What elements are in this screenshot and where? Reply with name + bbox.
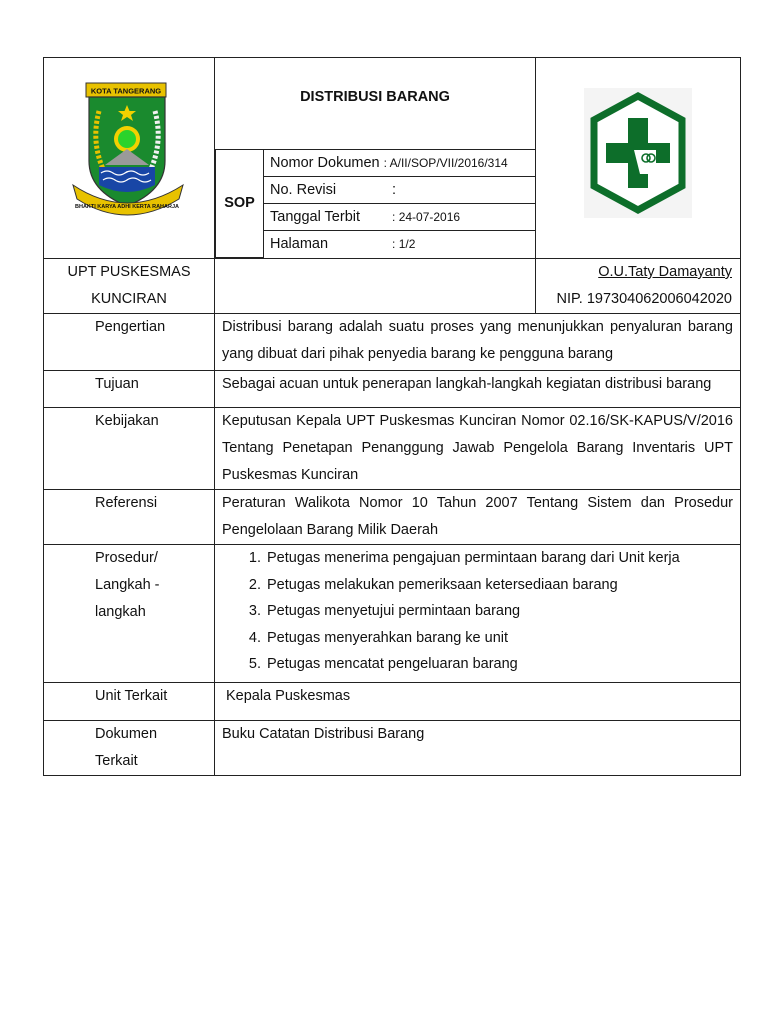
meta-value: : 1/2: [392, 237, 416, 251]
org-line-2: KUNCIRAN: [91, 291, 167, 307]
steps-list: [215, 545, 740, 682]
label-prosedur-line: langkah: [95, 604, 146, 620]
svg-text:KOTA TANGERANG: KOTA TANGERANG: [90, 86, 162, 95]
step-item: 3. Petugas menyetujui permintaan barang: [265, 598, 740, 625]
label-prosedur-line: Langkah -: [95, 577, 160, 593]
step-item: 5. Petugas mencatat pengeluaran barang: [265, 651, 740, 678]
org-cell: [44, 259, 215, 314]
text-pengertian: Distribusi barang adalah suatu proses yang menunjukkan penyaluran barang yang dibuat dari pihak penyedia barang ke pengguna barang: [215, 314, 741, 371]
step-item: 4. Petugas menyerahkan barang ke unit: [265, 625, 740, 652]
org-line-1: UPT PUSKESMAS: [67, 264, 191, 280]
puskesmas-logo-icon: [584, 88, 692, 228]
sop-label: SOP: [216, 150, 264, 258]
meta-nomor-dokumen: [264, 150, 536, 177]
meta-label: Tanggal Terbit: [270, 209, 361, 225]
label-prosedur-line: Prosedur/: [95, 550, 158, 566]
label-dokumen-line: Dokumen: [95, 725, 158, 742]
label-prosedur: [44, 545, 215, 683]
steps-cell: [215, 545, 741, 683]
text-unit-terkait: Kepala Puskesmas: [215, 682, 741, 720]
meta-value: :: [392, 182, 397, 198]
meta-table: [215, 149, 535, 258]
signatory-cell: [536, 259, 741, 314]
left-logo-cell: [44, 58, 215, 259]
label-unit-terkait: Unit Terkait: [44, 682, 215, 720]
meta-label: No. Revisi: [270, 182, 337, 198]
step-item: 1. Petugas menerima pengajuan permintaan barang dari Unit kerja: [265, 545, 740, 572]
right-logo-cell: [536, 58, 741, 259]
meta-no-revisi: [264, 177, 536, 204]
meta-label: Nomor Dokumen: [270, 155, 380, 171]
label-kebijakan: Kebijakan: [44, 408, 215, 490]
document-title: DISTRIBUSI BARANG: [300, 89, 450, 105]
meta-tanggal-terbit: [264, 204, 536, 231]
label-pengertian: Pengertian: [44, 314, 215, 371]
blank-cell: [215, 259, 536, 314]
text-tujuan: Sebagai acuan untuk penerapan langkah-langkah kegiatan distribusi barang: [215, 371, 741, 408]
meta-halaman: [264, 231, 536, 258]
label-dokumen-line: Terkait: [95, 752, 138, 769]
label-tujuan: Tujuan: [44, 371, 215, 408]
title-cell: [215, 58, 536, 259]
meta-value: : 24-07-2016: [392, 210, 461, 224]
meta-value: : A/II/SOP/VII/2016/314: [383, 156, 508, 170]
signatory-name: O.U.Taty Damayanty: [598, 264, 732, 280]
label-dokumen-terkait: [44, 720, 215, 775]
sop-document: [43, 57, 740, 776]
signatory-nip: NIP. 197304062006042020: [556, 291, 732, 307]
meta-label: Halaman: [270, 236, 329, 252]
text-referensi: Peraturan Walikota Nomor 10 Tahun 2007 Tentang Sistem dan Prosedur Pengelolaan Barang Milik Daerah: [215, 490, 741, 545]
kota-tangerang-emblem-icon: [69, 81, 189, 236]
sop-table: [43, 57, 741, 776]
step-item: 2. Petugas melakukan pemeriksaan ketersediaan barang: [265, 572, 740, 599]
label-referensi: Referensi: [44, 490, 215, 545]
text-dokumen-terkait: Buku Catatan Distribusi Barang: [215, 720, 741, 775]
text-kebijakan: Keputusan Kepala UPT Puskesmas Kunciran Nomor 02.16/SK-KAPUS/V/2016 Tentang Penetapan Penanggung Jawab Pengelola Barang Inventaris UPT Puskesmas Kunciran: [215, 408, 741, 490]
svg-text:BHAKTI KARYA ADHI KERTA RAHARJ: BHAKTI KARYA ADHI KERTA RAHARJA: [75, 203, 179, 210]
